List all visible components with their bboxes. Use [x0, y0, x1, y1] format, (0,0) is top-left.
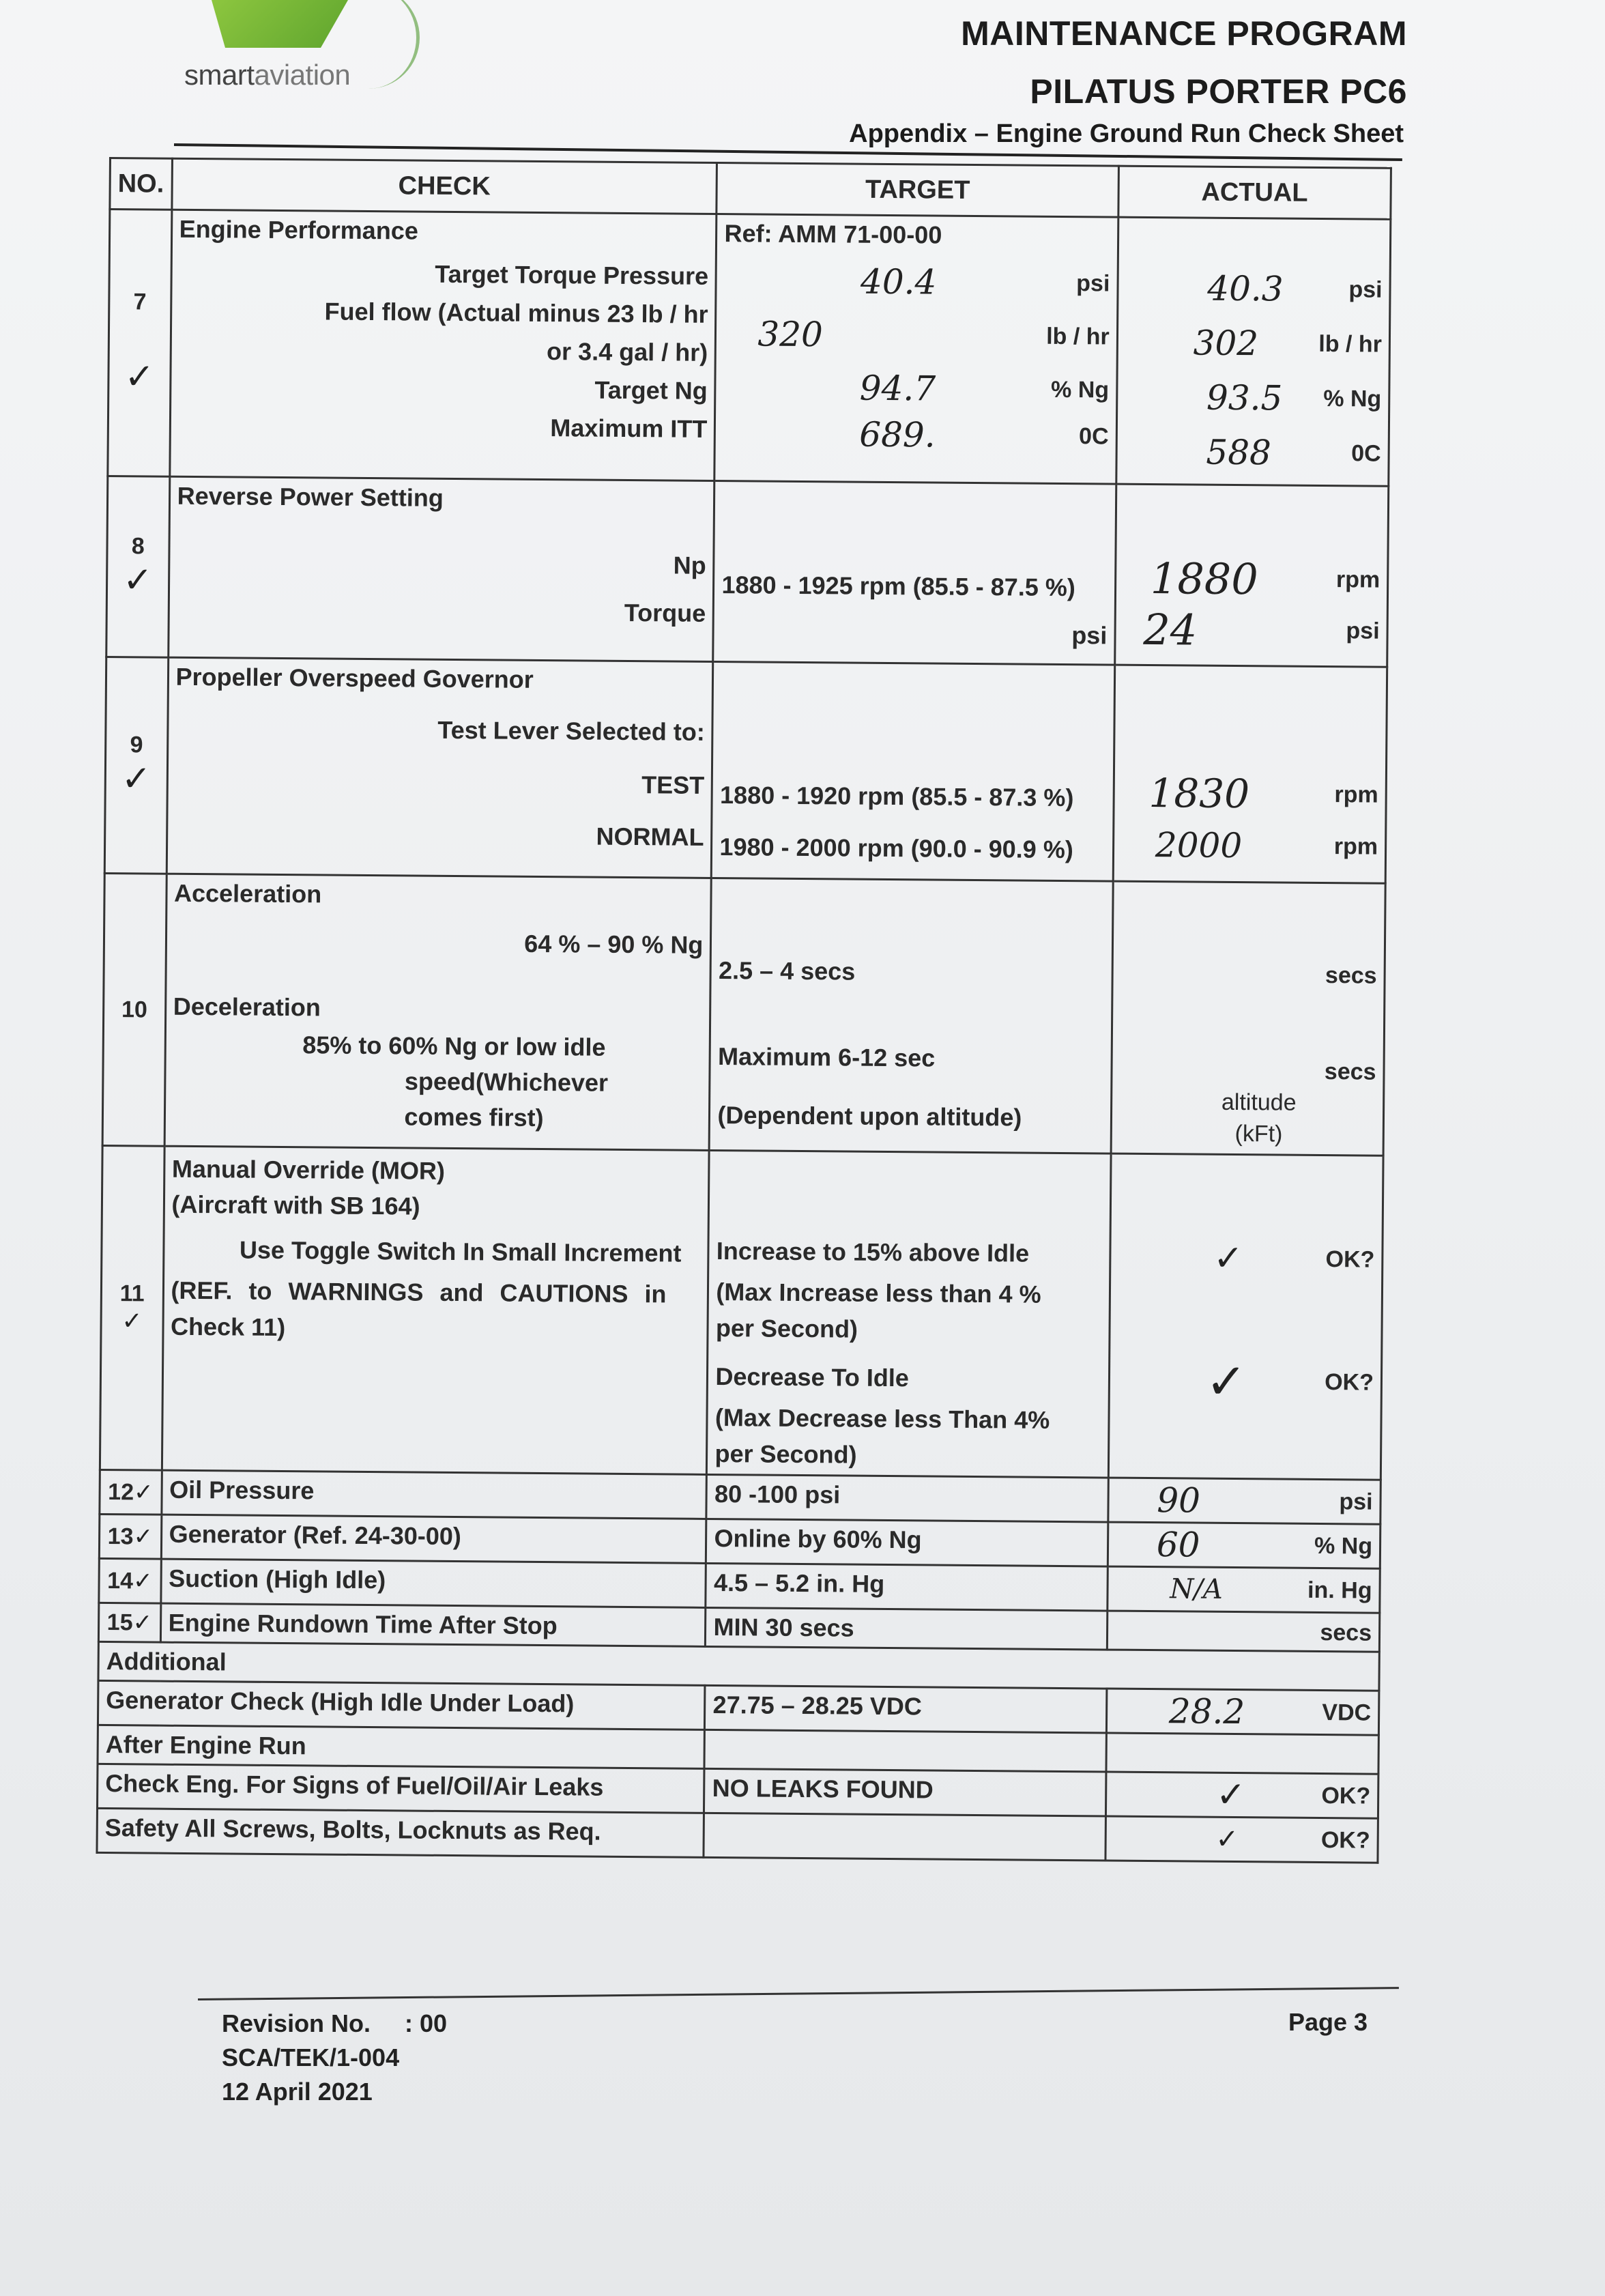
target-cell: 1880 - 1925 rpm (85.5 - 87.5 %) psi: [713, 480, 1116, 665]
check-cell: Generator (Ref. 24-30-00): [161, 1515, 706, 1563]
col-check: CHECK: [171, 158, 717, 214]
check-cell: Suction (High Idle): [160, 1559, 706, 1607]
row-number: 9 ✓: [104, 657, 168, 874]
title-line-2: PILATUS PORTER PC6: [1030, 72, 1407, 111]
check-sheet: [96, 157, 1391, 1864]
check-cell: Safety All Screws, Bolts, Locknuts as Req.: [97, 1808, 704, 1857]
table-row: [102, 873, 1385, 1156]
actual-cell: ✓ OK?: [1105, 1772, 1378, 1818]
row-number: 14✓: [99, 1558, 161, 1603]
target-cell: NO LEAKS FOUND: [704, 1768, 1106, 1816]
document-date: 12 April 2021: [222, 2078, 373, 2106]
target-cell: 80 -100 psi: [706, 1474, 1108, 1522]
actual-cell: secs: [1107, 1611, 1380, 1652]
check-cell: Check Eng. For Signs of Fuel/Oil/Air Leaks: [97, 1764, 704, 1813]
col-no: NO.: [110, 158, 172, 210]
row-number: 13✓: [99, 1514, 161, 1559]
target-cell: Ref: AMM 71-00-00 40.4 psi 320 lb / hr 94.7 % Ng 689. 0C: [714, 214, 1118, 484]
check-cell: Propeller Overspeed Governor Test Lever Selected to: TEST NORMAL: [167, 657, 713, 878]
table-row: [100, 1145, 1383, 1480]
table-row: [108, 210, 1391, 487]
target-cell: Increase to 15% above Idle (Max Increase less than 4 % per Second) Decrease To Idle (Max Decrease less Than 4% per Second): [707, 1150, 1111, 1478]
page-number: Page 3: [1288, 2008, 1368, 2036]
check-cell: Acceleration 64 % – 90 % Ng Deceleration 85% to 60% Ng or low idle speed(Whichever comes first): [164, 874, 712, 1150]
target-cell: [704, 1813, 1105, 1861]
check-cell: Reverse Power Setting Np Torque: [168, 476, 714, 661]
target-cell: 2.5 – 4 secs Maximum 6-12 sec (Dependent upon altitude): [710, 878, 1113, 1153]
section-after-engine-run: After Engine Run: [98, 1725, 705, 1768]
check-cell: Oil Pressure: [161, 1470, 706, 1519]
actual-cell: 1880 rpm 24 psi: [1114, 484, 1388, 667]
row-number: 7 ✓: [108, 210, 172, 477]
row-number: 15✓: [98, 1603, 160, 1642]
actual-cell: 1830 rpm 2000 rpm: [1113, 665, 1387, 883]
col-target: TARGET: [717, 162, 1118, 217]
actual-cell: 28.2 VDC: [1106, 1689, 1379, 1735]
table-row: [97, 1808, 1378, 1863]
footer-info: [222, 2007, 447, 2109]
row-number: 12✓: [100, 1469, 162, 1515]
target-cell: 1880 - 1920 rpm (85.5 - 87.3 %) 1980 - 2000 rpm (90.0 - 90.9 %): [712, 661, 1115, 881]
check-cell: Manual Override (MOR) (Aircraft with SB 164) Use Toggle Switch In Small Increment (REF. to WARNINGS and CAUTIONS in Check 11): [162, 1146, 710, 1474]
target-cell: 4.5 – 5.2 in. Hg: [706, 1563, 1108, 1611]
row-number: 10: [102, 873, 167, 1146]
check-table: [96, 157, 1391, 1864]
row-number: 11 ✓: [100, 1145, 164, 1470]
actual-cell: ✓ OK?: [1105, 1816, 1378, 1863]
check-cell: Engine Performance Target Torque Pressure Fuel flow (Actual minus 23 lb / hr or 3.4 gal / hr) Target Ng Maximum ITT: [169, 210, 717, 480]
check-cell: Generator Check (High Idle Under Load): [98, 1680, 705, 1730]
table-row: [104, 657, 1387, 883]
row-number: 8 ✓: [106, 476, 170, 657]
revision-number: Revision No. : 00: [222, 2009, 448, 2037]
logo-text: smartaviation: [184, 59, 351, 91]
target-cell: [704, 1730, 1106, 1772]
appendix-title: Appendix – Engine Ground Run Check Sheet: [849, 119, 1404, 148]
target-cell: Online by 60% Ng: [706, 1519, 1108, 1566]
actual-cell: 60 % Ng: [1108, 1522, 1380, 1568]
check-cell: Engine Rundown Time After Stop: [160, 1603, 706, 1646]
section-additional: Additional: [98, 1641, 1379, 1691]
actual-cell: 90 psi: [1108, 1478, 1381, 1524]
actual-cell: 40.3 psi 302 lb / hr 93.5 % Ng 588 0C: [1116, 217, 1391, 486]
actual-cell: secs secs altitude (kFt): [1111, 881, 1385, 1156]
footer-rule: [198, 1987, 1399, 2000]
title-line-1: MAINTENANCE PROGRAM: [961, 14, 1407, 53]
actual-cell: N/A in. Hg: [1108, 1566, 1380, 1613]
target-cell: 27.75 – 28.25 VDC: [705, 1685, 1107, 1733]
target-cell: MIN 30 secs: [706, 1607, 1108, 1650]
document-code: SCA/TEK/1-004: [222, 2043, 400, 2071]
actual-cell: ✓ OK? ✓ OK?: [1108, 1153, 1383, 1480]
actual-cell: [1106, 1733, 1379, 1774]
smartaviation-logo: [184, 0, 444, 102]
col-actual: ACTUAL: [1118, 166, 1391, 219]
table-row: [106, 476, 1389, 667]
